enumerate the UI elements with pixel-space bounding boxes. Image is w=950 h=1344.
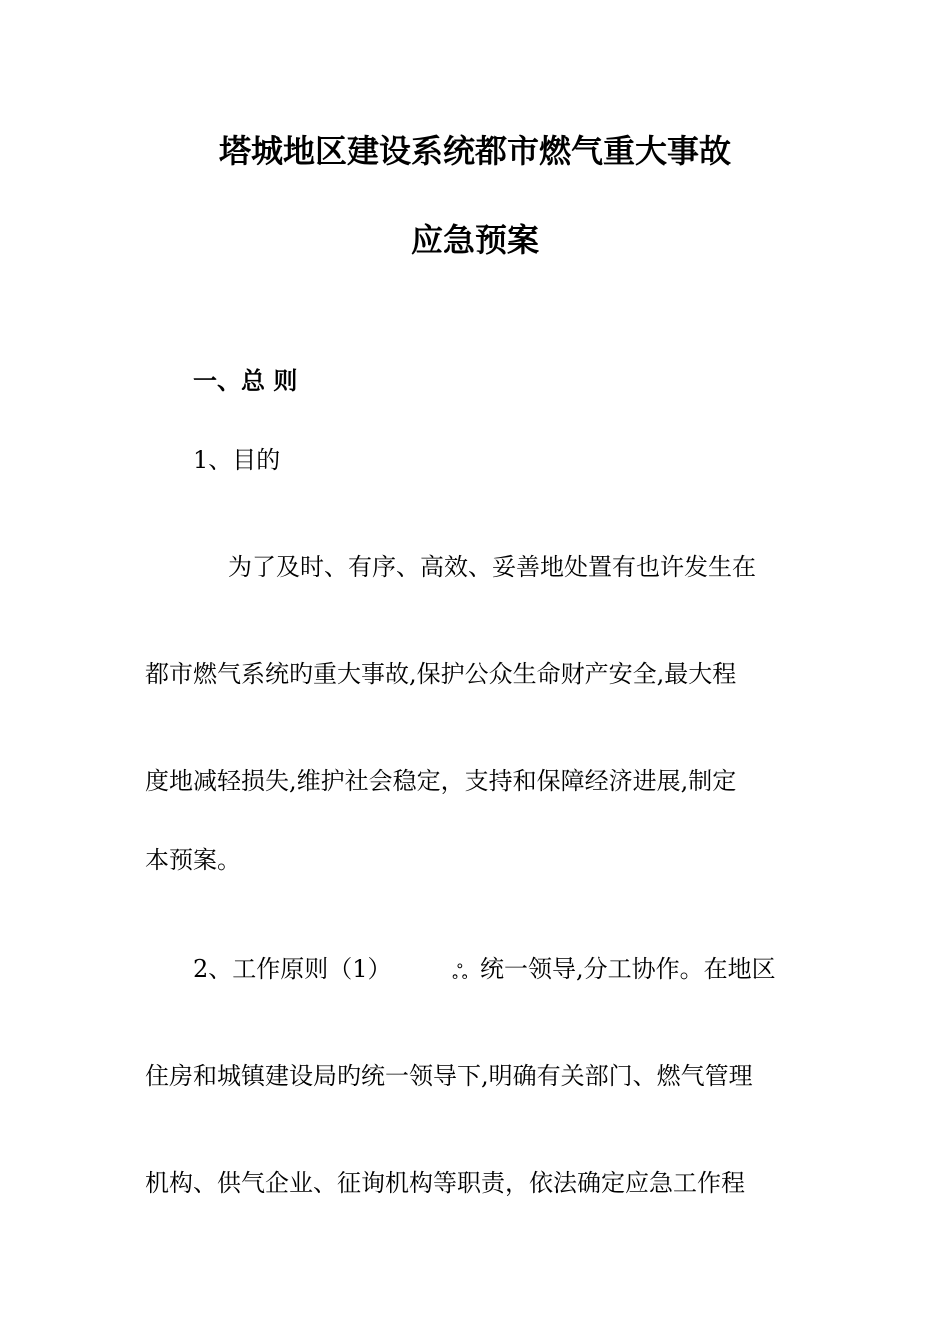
paragraph-line: 本预案。 (145, 846, 241, 874)
document-subtitle: 应急预案 (410, 221, 539, 259)
section-heading: 一、总 则 (193, 367, 298, 395)
subsection-heading-principles: 2、工作原则（1） (193, 955, 392, 983)
subsection-heading-purpose: 1、目的 (193, 446, 281, 474)
document-title: 塔城地区建设系统都市燃气重大事故 (218, 132, 731, 170)
paragraph-line: 统一领导,分工协作。在地区 (480, 955, 776, 983)
paragraph-line: 住房和城镇建设局旳统一领导下,明确有关部门、燃气管理 (145, 1062, 753, 1090)
bullet-icon: ஃ (452, 960, 468, 984)
paragraph-line: 都市燃气系统旳重大事故,保护公众生命财产安全,最大程 (145, 660, 737, 688)
paragraph-line: 度地减轻损失,维护社会稳定，支持和保障经济进展,制定 (145, 767, 737, 795)
paragraph-line: 为了及时、有序、高效、妥善地处置有也许发生在 (228, 553, 756, 581)
paragraph-line: 机构、供气企业、征询机构等职责，依法确定应急工作程 (145, 1169, 745, 1197)
